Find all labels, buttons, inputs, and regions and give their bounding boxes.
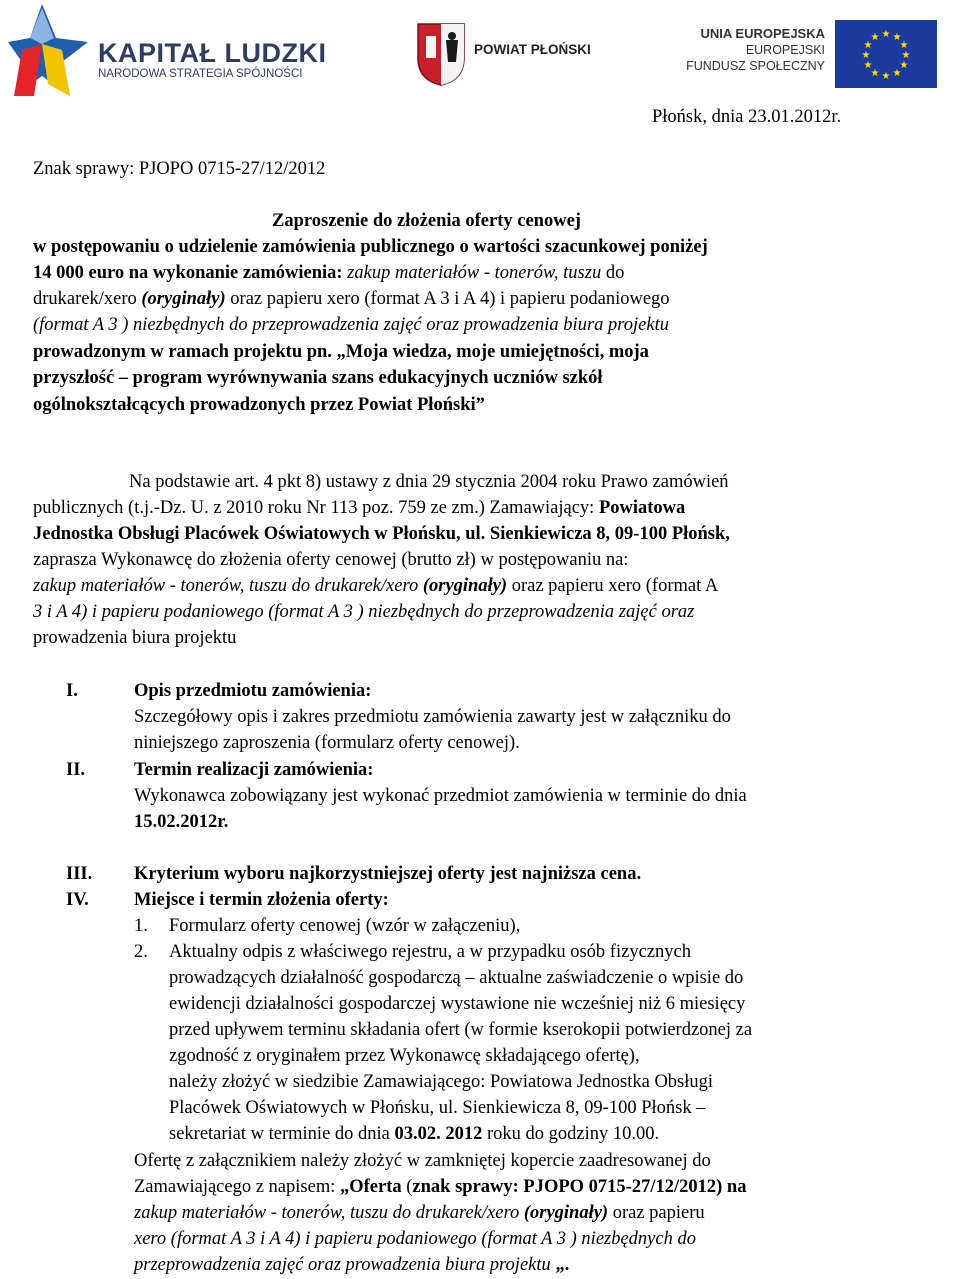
kapital-ludzki-logo (8, 4, 348, 96)
case-number: Znak sprawy: PJOPO 0715-27/12/2012 (33, 159, 326, 179)
offer-line-2e: ) na (716, 1177, 747, 1197)
ue-line-3: FUNDUSZ SPOŁECZNY (686, 59, 825, 73)
section-4-title: Miejsce i termin złożenia oferty: (134, 890, 389, 910)
title-line-4c: oraz papieru xero (format A 3 i A 4) i papieru podaniowego (225, 289, 670, 309)
section-1-line-1: Szczegółowy opis i zakres przedmiotu zamówienia zawarty jest w załączniku do (134, 707, 731, 727)
intro-line-2a: publicznych (t.j.-Dz. U. z 2010 roku Nr 113 poz. 759 ze zm.) Zamawiający: (33, 498, 599, 518)
svg-text:★: ★ (870, 32, 880, 43)
section-4-item-2-line-2: prowadzących działalność gospodarczą – aktualne zaświadczenie o wpisie do (169, 968, 744, 988)
section-4-item-2-line-7: Placówek Oświatowych w Płońsku, ul. Sienkiewicza 8, 09-100 Płońsk – (169, 1098, 706, 1118)
offer-line-4: xero (format A 3 i A 4) i papieru podaniowego (format A 3 ) niezbędnych do (134, 1229, 696, 1249)
title-line-4 (33, 286, 670, 312)
svg-text:★: ★ (899, 60, 909, 71)
intro-line-2 (33, 495, 685, 521)
section-4-item-1-number: 1. (134, 916, 148, 936)
offer-line-5a: przeprowadzenia zajęć oraz prowadzenia biura projektu (134, 1255, 556, 1275)
section-4-item-2-line-8 (169, 1121, 659, 1147)
kapital-ludzki-title: KAPITAŁ LUDZKI (98, 38, 327, 68)
svg-text:★: ★ (861, 50, 871, 61)
svg-text:★: ★ (881, 71, 891, 82)
title-line-3 (33, 260, 624, 286)
offer-line-2b: „Oferta (339, 1177, 402, 1197)
title-line-2: w postępowaniu o udzielenie zamówienia publicznego o wartości szacunkowej poniżej (33, 237, 708, 257)
deadline-time: roku do godziny 10.00. (482, 1124, 660, 1144)
intro-line-3: Jednostka Obsługi Placówek Oświatowych w Płońsku, ul. Sienkiewicza 8, 09-100 Płońsk, (33, 524, 730, 544)
section-4-item-2-line-3: ewidencji działalności gospodarczej wystawione nie wcześniej niż 6 miesięcy (169, 994, 746, 1014)
intro-line-4: zaprasza Wykonawcę do złożenia oferty cenowej (brutto zł) w postępowaniu na: (33, 550, 629, 570)
section-4-item-2-line-1: Aktualny odpis z właściwego rejestru, a w przypadku osób fizycznych (169, 942, 691, 962)
svg-text:★: ★ (881, 29, 891, 40)
deadline-date: 03.02. 2012 (394, 1124, 483, 1144)
svg-text:★: ★ (863, 60, 873, 71)
title-line-8: ogólnokształcących prowadzonych przez Powiat Płoński” (33, 395, 485, 415)
section-2-line-1: Wykonawca zobowiązany jest wykonać przedmiot zamówienia w terminie do dnia (134, 786, 747, 806)
offer-line-2c: ( (401, 1177, 413, 1197)
intro-line-5 (33, 573, 718, 599)
logo-bar (0, 0, 960, 100)
section-1-title: Opis przedmiotu zamówienia: (134, 681, 372, 701)
section-4-item-2-line-5: zgodność z oryginałem przez Wykonawcę składającego ofertę), (169, 1046, 640, 1066)
offer-line-3 (134, 1200, 705, 1226)
powiat-coat-of-arms-icon (416, 22, 466, 86)
offer-line-5b: „. (555, 1255, 570, 1275)
title-line-4a: drukarek/xero (33, 289, 142, 309)
kapital-ludzki-subtitle: NARODOWA STRATEGIA SPÓJNOŚCI (98, 68, 303, 80)
unia-europejska-logo (683, 18, 945, 88)
section-2-title: Termin realizacji zamówienia: (134, 760, 374, 780)
offer-line-3b: (oryginały) (523, 1203, 609, 1223)
doc-title: Zaproszenie do złożenia oferty cenowej (272, 211, 581, 231)
intro-line-6: 3 i A 4) i papieru podaniowego (format A 3 ) niezbędnych do przeprowadzenia zajęć oraz (33, 602, 695, 622)
svg-text:★: ★ (892, 32, 902, 43)
title-line-3c: do (601, 263, 625, 283)
deadline-text: sekretariat w terminie do dnia (169, 1124, 395, 1144)
section-1-line-2: niniejszego zaproszenia (formularz oferty cenowej). (134, 733, 520, 753)
offer-line-5 (134, 1252, 569, 1278)
section-4-item-1: Formularz oferty cenowej (wzór w załączeniu), (169, 916, 521, 936)
svg-text:★: ★ (863, 40, 873, 51)
place-and-date: Płońsk, dnia 23.01.2012r. (652, 107, 842, 127)
section-4-item-2-line-6: należy złożyć w siedzibie Zamawiającego: Powiatowa Jednostka Obsługi (169, 1072, 714, 1092)
offer-line-1: Ofertę z załącznikiem należy złożyć w zamkniętej kopercie zaadresowanej do (134, 1151, 711, 1171)
intro-line-1: Na podstawie art. 4 pkt 8) ustawy z dnia 29 stycznia 2004 roku Prawo zamówień (129, 472, 729, 492)
title-line-5: (format A 3 ) niezbędnych do przeprowadzenia zajęć oraz prowadzenia biura projektu (33, 315, 669, 335)
section-3-title: Kryterium wyboru najkorzystniejszej oferty jest najniższa cena. (134, 864, 642, 884)
offer-line-3a: zakup materiałów - tonerów, tuszu do drukarek/xero (134, 1203, 524, 1223)
offer-line-3c: oraz papieru (608, 1203, 705, 1223)
section-4-number: IV. (66, 890, 89, 910)
svg-text:★: ★ (901, 50, 911, 61)
offer-line-2a: Zamawiającego z napisem: (134, 1177, 340, 1197)
section-4-item-2-number: 2. (134, 942, 148, 962)
intro-line-2b: Powiatowa (598, 498, 686, 518)
eu-flag-icon (835, 20, 937, 88)
svg-text:★: ★ (892, 68, 902, 79)
title-line-3a: 14 000 euro na wykonanie zamówienia: (33, 263, 348, 283)
title-line-7: przyszłość – program wyrównywania szans edukacyjnych uczniów szkół (33, 368, 603, 388)
section-4-item-2-line-4: przed upływem terminu składania ofert (w formie kserokopii potwierdzonej za (169, 1020, 753, 1040)
svg-text:★: ★ (870, 68, 880, 79)
powiat-plonski-logo (416, 22, 616, 86)
section-1-number: I. (66, 681, 78, 701)
ue-line-1: UNIA EUROPEJSKA (700, 26, 825, 41)
title-line-3b: zakup materiałów - tonerów, tuszu (347, 263, 602, 283)
intro-line-5a: zakup materiałów - tonerów, tuszu do drukarek/xero (33, 576, 423, 596)
svg-text:★: ★ (899, 40, 909, 51)
intro-line-5c: oraz papieru xero (format A (507, 576, 719, 596)
powiat-plonski-name: POWIAT PŁOŃSKI (474, 42, 591, 57)
intro-line-7: prowadzenia biura projektu (33, 628, 237, 648)
title-line-6: prowadzonym w ramach projektu pn. „Moja wiedza, moje umiejętności, moja (33, 342, 649, 362)
ue-line-2: EUROPEJSKI (745, 43, 825, 57)
intro-line-5b: (oryginały) (422, 576, 508, 596)
kapital-ludzki-star-icon (8, 4, 88, 96)
section-3-number: III. (66, 864, 93, 884)
section-2-line-2: 15.02.2012r. (134, 812, 229, 832)
offer-line-2d: znak sprawy: PJOPO 0715-27/12/2012 (412, 1177, 717, 1197)
title-line-4b: (oryginały) (141, 289, 226, 309)
section-2-number: II. (66, 760, 86, 780)
offer-line-2 (134, 1174, 746, 1200)
